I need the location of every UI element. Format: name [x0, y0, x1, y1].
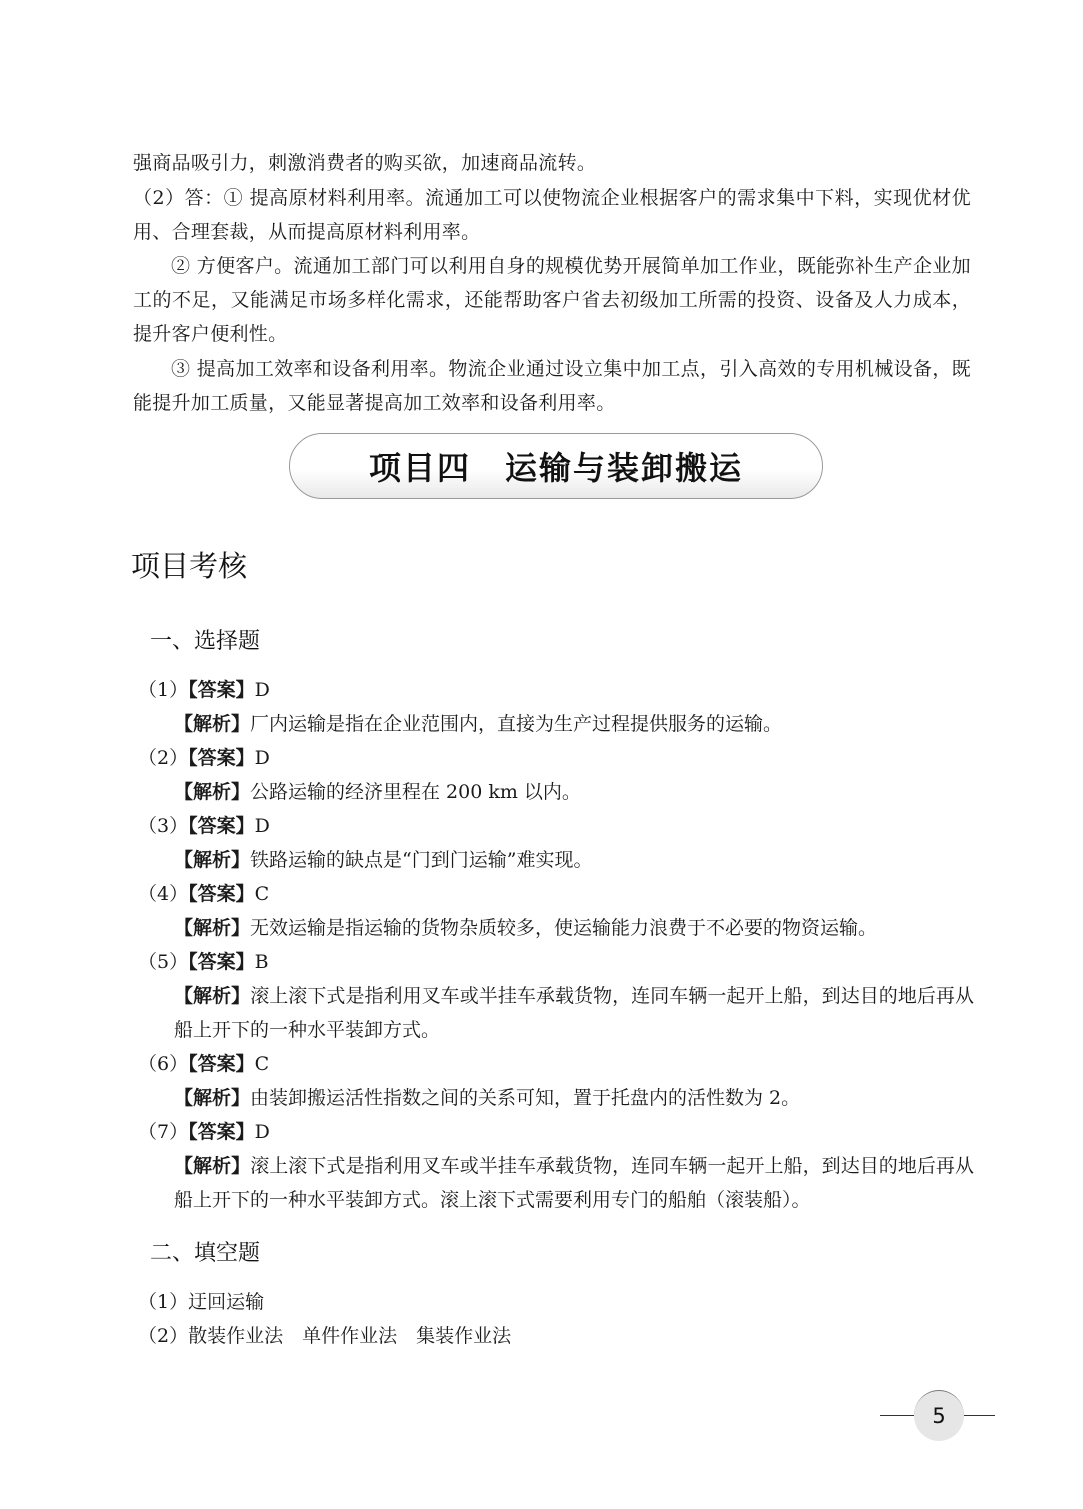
explanation-label: 【解析】	[174, 985, 251, 1007]
answer-label: 【答案】	[188, 951, 255, 973]
answer-line	[138, 877, 974, 911]
explanation	[138, 1081, 974, 1115]
explanation	[138, 775, 974, 809]
item-number: （6）	[138, 1053, 189, 1075]
subsection-title-choice: 一、选择题	[150, 629, 261, 654]
chapter-banner	[289, 433, 823, 499]
explanation-label: 【解析】	[174, 1087, 251, 1109]
choice-item	[138, 1115, 974, 1217]
explanation-text: 由装卸搬运活性指数之间的关系可知，置于托盘内的活性数为 2。	[250, 1087, 801, 1109]
item-number: （7）	[138, 1121, 189, 1143]
intro-paragraph-1: 强商品吸引力，刺激消费者的购买欲，加速商品流转。	[133, 152, 597, 174]
choice-item	[138, 809, 974, 877]
explanation-text: 公路运输的经济里程在 200 km 以内。	[250, 781, 581, 803]
page-number-rule-right	[964, 1415, 995, 1416]
page-number: 5	[914, 1390, 964, 1441]
answer-value: C	[254, 883, 270, 905]
answer-line	[138, 1115, 974, 1149]
explanation-text: 滚上滚下式是指利用叉车或半挂车承载货物，连同车辆一起开上船，到达目的地后再从船上开下的一种水平装卸方式。滚上滚下式需要利用专门的船舶（滚装船）。	[174, 1155, 974, 1211]
section-heading: 项目考核	[131, 549, 248, 583]
answer-label: 【答案】	[188, 1053, 255, 1075]
item-number: （2）	[138, 747, 189, 769]
explanation-text: 厂内运输是指在企业范围内，直接为生产过程提供服务的运输。	[250, 713, 783, 735]
answer-value: D	[254, 679, 270, 701]
item-number: （3）	[138, 815, 189, 837]
explanation-label: 【解析】	[174, 849, 251, 871]
explanation	[138, 979, 974, 1047]
item-number: （1）	[138, 679, 189, 701]
choice-item	[138, 673, 974, 741]
answer-value: D	[254, 815, 270, 837]
choice-answer-list	[138, 673, 974, 1217]
answer-label: 【答案】	[188, 747, 255, 769]
explanation	[138, 843, 974, 877]
fill-answer-2: （2）散装作业法 单件作业法 集装作业法	[138, 1325, 512, 1347]
answer-value: D	[254, 1121, 270, 1143]
explanation-label: 【解析】	[174, 781, 251, 803]
explanation-text: 无效运输是指运输的货物杂质较多，使运输能力浪费于不必要的物资运输。	[250, 917, 878, 939]
answer-value: B	[254, 951, 269, 973]
intro-paragraph-3: ② 方便客户。流通加工部门可以利用自身的规模优势开展简单加工作业，既能弥补生产企业加工的不足，又能满足市场多样化需求，还能帮助客户省去初级加工所需的投资、设备及人力成本，提升客户便利性。	[133, 255, 971, 345]
explanation	[138, 911, 974, 945]
choice-item	[138, 741, 974, 809]
choice-item	[138, 877, 974, 945]
page-number-rule-left	[880, 1415, 914, 1416]
explanation-label: 【解析】	[174, 1155, 251, 1177]
answer-label: 【答案】	[188, 883, 255, 905]
explanation	[138, 1149, 974, 1217]
answer-label: 【答案】	[188, 679, 255, 701]
answer-line	[138, 1047, 974, 1081]
item-number: （4）	[138, 883, 189, 905]
answer-line	[138, 741, 974, 775]
page-number-marker	[880, 1388, 995, 1442]
explanation-text: 滚上滚下式是指利用叉车或半挂车承载货物，连同车辆一起开上船，到达目的地后再从船上开下的一种水平装卸方式。	[174, 985, 974, 1041]
intro-paragraph-4: ③ 提高加工效率和设备利用率。物流企业通过设立集中加工点，引入高效的专用机械设备，既能提升加工质量，又能显著提高加工效率和设备利用率。	[133, 358, 971, 414]
answer-value: D	[254, 747, 270, 769]
explanation	[138, 707, 974, 741]
explanation-text: 铁路运输的缺点是“门到门运输”难实现。	[250, 849, 593, 871]
explanation-label: 【解析】	[174, 917, 251, 939]
answer-line	[138, 945, 974, 979]
answer-label: 【答案】	[188, 815, 255, 837]
chapter-title: 项目四 运输与装卸搬运	[368, 449, 743, 487]
answer-label: 【答案】	[188, 1121, 255, 1143]
choice-item	[138, 945, 974, 1047]
intro-paragraph-2: （2）答：① 提高原材料利用率。流通加工可以使物流企业根据客户的需求集中下料，实现优材优用、合理套裁，从而提高原材料利用率。	[133, 187, 971, 243]
answer-value: C	[254, 1053, 270, 1075]
subsection-title-fill: 二、填空题	[150, 1241, 261, 1266]
choice-item	[138, 1047, 974, 1115]
fill-answer-1: （1）迂回运输	[138, 1291, 265, 1313]
answer-line	[138, 673, 974, 707]
answer-line	[138, 809, 974, 843]
item-number: （5）	[138, 951, 189, 973]
explanation-label: 【解析】	[174, 713, 251, 735]
